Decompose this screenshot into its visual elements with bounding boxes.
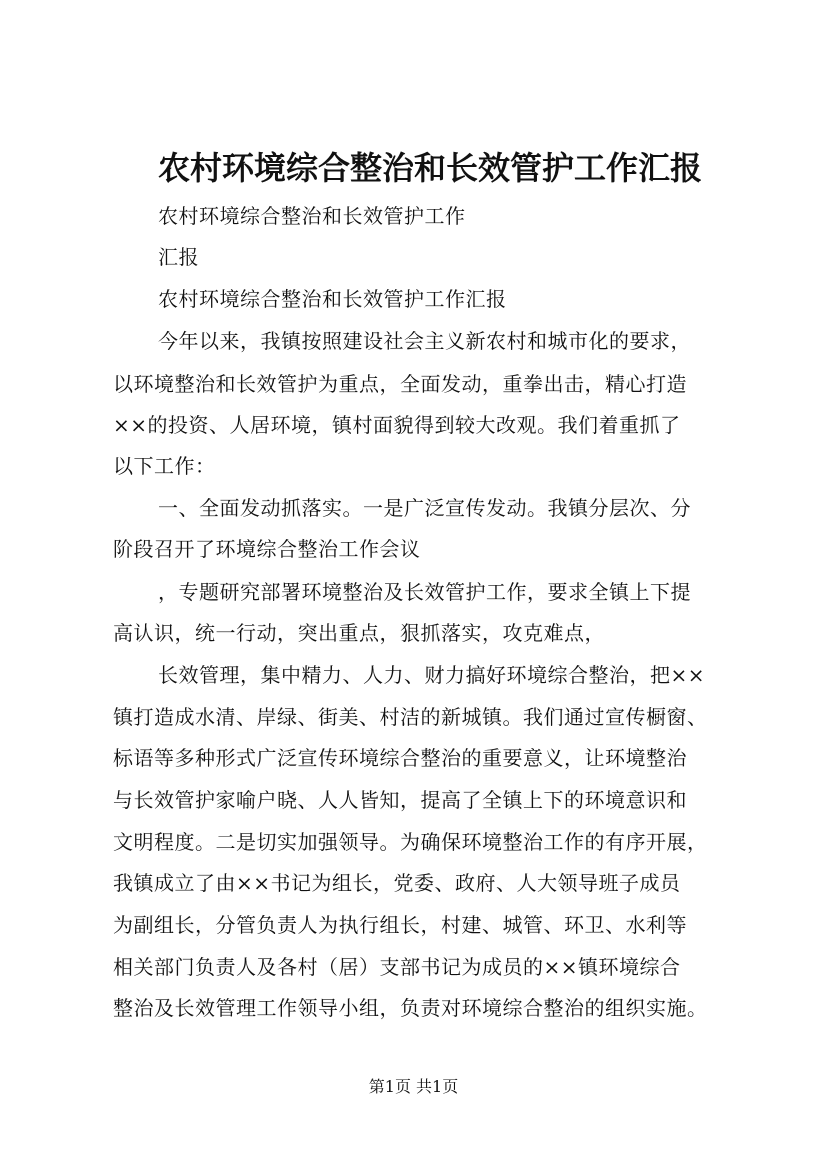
body-line: 阶段召开了环境综合整治工作会议 bbox=[113, 537, 421, 561]
page-footer: 第1页 共1页 bbox=[368, 1077, 459, 1096]
body-line: 标语等多种形式广泛宣传环境综合整治的重要意义，让环境整治 bbox=[113, 746, 687, 770]
body-line: 我镇成立了由××书记为组长，党委、政府、人大领导班子成员 bbox=[113, 871, 681, 895]
subtitle-line-3: 农村环境综合整治和长效管护工作汇报 bbox=[158, 287, 507, 311]
body-line: 一、全面发动抓落实。一是广泛宣传发动。我镇分层次、分 bbox=[158, 496, 691, 520]
body-line: 以环境整治和长效管护为重点，全面发动，重拳出击，精心打造 bbox=[113, 372, 687, 396]
body-line: 镇打造成水清、岸绿、街美、村洁的新城镇。我们通过宣传橱窗、 bbox=[113, 705, 708, 729]
subtitle-line-1: 农村环境综合整治和长效管护工作 bbox=[158, 204, 466, 228]
body-line: 整治及长效管理工作领导小组，负责对环境综合整治的组织实施。 bbox=[113, 996, 708, 1020]
body-line: 今年以来，我镇按照建设社会主义新农村和城市化的要求， bbox=[158, 329, 691, 353]
body-line: 文明程度。二是切实加强领导。为确保环境整治工作的有序开展， bbox=[113, 830, 708, 854]
subtitle-line-2: 汇报 bbox=[158, 245, 199, 269]
body-line: 以下工作： bbox=[113, 454, 216, 478]
body-line: 高认识，统一行动，突出重点，狠抓落实，攻克难点， bbox=[113, 621, 605, 645]
body-line: 与长效管护家喻户晓、人人皆知，提高了全镇上下的环境意识和 bbox=[113, 788, 687, 812]
body-line: ，专题研究部署环境整治及长效管护工作，要求全镇上下提 bbox=[158, 580, 691, 604]
body-line: 相关部门负责人及各村（居）支部书记为成员的××镇环境综合 bbox=[113, 955, 681, 979]
body-line: ××的投资、人居环境，镇村面貌得到较大改观。我们着重抓了 bbox=[113, 413, 681, 437]
document-title: 农村环境综合整治和长效管护工作汇报 bbox=[158, 149, 703, 187]
body-line: 为副组长，分管负责人为执行组长，村建、城管、环卫、水利等 bbox=[113, 913, 687, 937]
body-line: 长效管理，集中精力、人力、财力搞好环境综合整治，把×× bbox=[158, 663, 706, 687]
